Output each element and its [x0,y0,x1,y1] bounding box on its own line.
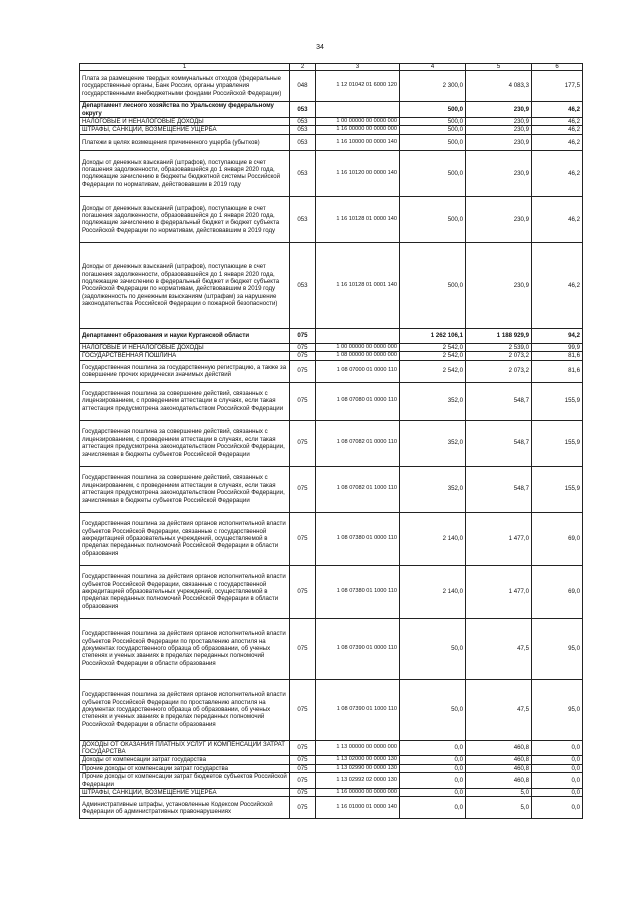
planned-amount-cell: 500,0 [400,134,466,150]
actual-amount-cell: 2 073,2 [466,352,532,360]
table-row [80,764,583,772]
budget-classification-code-cell: 1 08 07080 01 0000 110 [316,382,400,420]
execution-percent-cell: 0,0 [532,764,583,772]
budget-classification-code-cell: 1 13 02000 00 0000 130 [316,756,400,764]
budget-classification-code-cell: 1 12 01042 01 6000 120 [316,71,400,102]
execution-percent-cell: 81,6 [532,352,583,360]
budget-classification-code-cell: 1 08 07380 01 0000 110 [316,512,400,565]
table-row [80,126,583,134]
row-description-cell: НАЛОГОВЫЕ И НЕНАЛОГОВЫЕ ДОХОДЫ [80,118,290,126]
table-row [80,242,583,328]
budget-classification-code-cell: 1 08 07390 01 1000 110 [316,679,400,740]
actual-amount-cell: 230,9 [466,126,532,134]
budget-classification-code-cell: 1 00 00000 00 0000 000 [316,118,400,126]
budget-classification-code-cell: 1 08 07000 01 0000 110 [316,360,400,382]
row-description-cell: ШТРАФЫ, САНКЦИИ, ВОЗМЕЩЕНИЕ УЩЕРБА [80,126,290,134]
actual-amount-cell: 1 477,0 [466,512,532,565]
admin-code-cell: 075 [290,382,316,420]
actual-amount-cell: 230,9 [466,150,532,196]
admin-code-cell: 053 [290,102,316,118]
actual-amount-cell: 460,8 [466,764,532,772]
actual-amount-cell: 1 188 929,9 [466,328,532,343]
planned-amount-cell: 2 140,0 [400,512,466,565]
planned-amount-cell: 2 300,0 [400,71,466,102]
table-row [80,756,583,764]
execution-percent-cell: 46,2 [532,134,583,150]
table-row [80,797,583,819]
revenue-table-body [80,64,583,819]
admin-code-cell: 075 [290,618,316,679]
column-number-cell: 6 [532,64,583,71]
execution-percent-cell: 46,2 [532,102,583,118]
column-number-cell: 1 [80,64,290,71]
budget-classification-code-cell [316,102,400,118]
table-row [80,352,583,360]
execution-percent-cell: 46,2 [532,196,583,242]
table-row [80,360,583,382]
column-number-cell: 3 [316,64,400,71]
admin-code-cell: 075 [290,764,316,772]
table-row [80,134,583,150]
admin-code-cell: 053 [290,196,316,242]
planned-amount-cell: 0,0 [400,773,466,789]
actual-amount-cell: 230,9 [466,134,532,150]
row-description-cell: Государственная пошлина за государственную регистрацию, а также за совершение прочих юридически значимых действий [80,360,290,382]
actual-amount-cell: 230,9 [466,118,532,126]
execution-percent-cell: 46,2 [532,126,583,134]
planned-amount-cell: 50,0 [400,618,466,679]
execution-percent-cell: 46,2 [532,150,583,196]
planned-amount-cell: 0,0 [400,789,466,797]
admin-code-cell: 075 [290,352,316,360]
planned-amount-cell: 352,0 [400,466,466,512]
row-description-cell: Государственная пошлина за действия органов исполнительной власти субъектов Российской Федерации, связанные с государственной аккредитацией образовательных учреждений, осуществляемой в пределах переданных полномочий Российской Федерации в области образования [80,512,290,565]
planned-amount-cell: 50,0 [400,679,466,740]
budget-classification-code-cell: 1 16 10128 01 0000 140 [316,196,400,242]
row-description-cell: Доходы от денежных взысканий (штрафов), поступающие в счет погашения задолженности, образовавшейся до 1 января 2020 года, подлежащие зачислению в федеральный бюджет и бюджет субъекта Российской Федерации по нормативам, действовавшим в 2019 году (задолженность по денежным взысканиям (штрафам) за нарушение законодательства Российской Федерации о пожарной безопасности) [80,242,290,328]
planned-amount-cell: 2 140,0 [400,565,466,618]
planned-amount-cell: 2 542,0 [400,343,466,351]
admin-code-cell: 075 [290,343,316,351]
actual-amount-cell: 230,9 [466,102,532,118]
actual-amount-cell: 460,8 [466,756,532,764]
budget-classification-code-cell: 1 16 10128 01 0001 140 [316,242,400,328]
row-description-cell: ШТРАФЫ, САНКЦИИ, ВОЗМЕЩЕНИЕ УЩЕРБА [80,789,290,797]
table-row [80,196,583,242]
table-row [80,512,583,565]
budget-classification-code-cell: 1 08 07380 01 1000 110 [316,565,400,618]
admin-code-cell: 075 [290,360,316,382]
table-row [80,466,583,512]
row-description-cell: Государственная пошлина за совершение действий, связанных с лицензированием, с проведением аттестации в случаях, если такая аттестация предусмотрена законодательством Российской Федерации, зачисляемая в бюджеты субъектов Российской Федерации [80,466,290,512]
actual-amount-cell: 230,9 [466,242,532,328]
row-description-cell: Департамент образования и науки Курганской области [80,328,290,343]
budget-classification-code-cell: 1 08 07390 01 0000 110 [316,618,400,679]
budget-classification-code-cell: 1 13 02990 00 0000 130 [316,764,400,772]
budget-classification-code-cell [316,328,400,343]
execution-percent-cell: 95,0 [532,618,583,679]
row-description-cell: ГОСУДАРСТВЕННАЯ ПОШЛИНА [80,352,290,360]
execution-percent-cell: 0,0 [532,797,583,819]
actual-amount-cell: 47,5 [466,618,532,679]
admin-code-cell: 053 [290,118,316,126]
row-description-cell: Плата за размещение твердых коммунальных отходов (федеральные государственные органы, Банк России, органы управления государственными внебюджетными фондами Российской Федерации) [80,71,290,102]
planned-amount-cell: 2 542,0 [400,360,466,382]
planned-amount-cell: 500,0 [400,118,466,126]
admin-code-cell: 053 [290,150,316,196]
budget-classification-code-cell: 1 08 00000 00 0000 000 [316,352,400,360]
planned-amount-cell: 500,0 [400,126,466,134]
table-row [80,789,583,797]
table-row [80,71,583,102]
table-row [80,150,583,196]
actual-amount-cell: 460,8 [466,740,532,756]
planned-amount-cell: 500,0 [400,196,466,242]
column-number-cell: 4 [400,64,466,71]
admin-code-cell: 075 [290,679,316,740]
planned-amount-cell: 0,0 [400,797,466,819]
actual-amount-cell: 2 073,2 [466,360,532,382]
table-row [80,773,583,789]
actual-amount-cell: 230,9 [466,196,532,242]
page-number: 34 [316,44,324,51]
execution-percent-cell: 99,9 [532,343,583,351]
row-description-cell: Государственная пошлина за действия органов исполнительной власти субъектов Российской Федерации по проставлению апостиля на документах государственного образца об образовании, об ученых степенях и ученых званиях в пределах переданных полномочий Российской Федерации в области образования [80,679,290,740]
admin-code-cell: 075 [290,756,316,764]
execution-percent-cell: 69,0 [532,565,583,618]
budget-classification-code-cell: 1 16 00000 00 0000 000 [316,126,400,134]
row-description-cell: Прочие доходы от компенсации затрат бюджетов субъектов Российской Федерации [80,773,290,789]
actual-amount-cell: 548,7 [466,466,532,512]
planned-amount-cell: 500,0 [400,242,466,328]
table-row [80,102,583,118]
actual-amount-cell: 1 477,0 [466,565,532,618]
table-row [80,618,583,679]
planned-amount-cell: 1 262 106,1 [400,328,466,343]
actual-amount-cell: 548,7 [466,382,532,420]
execution-percent-cell: 155,9 [532,466,583,512]
execution-percent-cell: 0,0 [532,789,583,797]
budget-classification-code-cell: 1 00 00000 00 0000 000 [316,343,400,351]
execution-percent-cell: 0,0 [532,756,583,764]
actual-amount-cell: 460,8 [466,773,532,789]
row-description-cell: Государственная пошлина за действия органов исполнительной власти субъектов Российской Федерации по проставлению апостиля на документах государственного образца об образовании, об ученых степенях и ученых званиях в пределах переданных полномочий Российской Федерации в области образования [80,618,290,679]
execution-percent-cell: 155,9 [532,382,583,420]
row-description-cell: Платежи в целях возмещения причиненного ущерба (убытков) [80,134,290,150]
admin-code-cell: 075 [290,797,316,819]
admin-code-cell: 075 [290,789,316,797]
column-number-cell: 2 [290,64,316,71]
column-number-row [80,64,583,71]
row-description-cell: Департамент лесного хозяйства по Уральскому федеральному округу [80,102,290,118]
row-description-cell: Прочие доходы от компенсации затрат государства [80,764,290,772]
row-description-cell: Государственная пошлина за совершение действий, связанных с лицензированием, с проведением аттестации в случаях, если такая аттестация предусмотрена законодательством Российской Федерации, зачисляемая в бюджеты субъектов Российской Федерации [80,420,290,466]
execution-percent-cell: 155,9 [532,420,583,466]
admin-code-cell: 075 [290,466,316,512]
row-description-cell: Государственная пошлина за совершение действий, связанных с лицензированием, с проведением аттестации в случаях, если такая аттестация предусмотрена законодательством Российской Федерации [80,382,290,420]
planned-amount-cell: 0,0 [400,756,466,764]
revenue-table [79,63,583,819]
admin-code-cell: 053 [290,126,316,134]
budget-classification-code-cell: 1 16 00000 00 0000 000 [316,789,400,797]
admin-code-cell: 048 [290,71,316,102]
admin-code-cell: 075 [290,512,316,565]
column-number-cell: 5 [466,64,532,71]
execution-percent-cell: 177,5 [532,71,583,102]
table-row [80,382,583,420]
actual-amount-cell: 4 083,3 [466,71,532,102]
table-row [80,679,583,740]
execution-percent-cell: 46,2 [532,118,583,126]
execution-percent-cell: 95,0 [532,679,583,740]
budget-classification-code-cell: 1 16 01000 01 0000 140 [316,797,400,819]
actual-amount-cell: 2 539,0 [466,343,532,351]
planned-amount-cell: 500,0 [400,102,466,118]
budget-classification-code-cell: 1 16 10120 00 0000 140 [316,150,400,196]
budget-classification-code-cell: 1 08 07082 01 0000 110 [316,420,400,466]
admin-code-cell: 075 [290,565,316,618]
actual-amount-cell: 548,7 [466,420,532,466]
table-row [80,740,583,756]
table-row [80,343,583,351]
budget-classification-code-cell: 1 08 07082 01 1000 110 [316,466,400,512]
actual-amount-cell: 5,0 [466,789,532,797]
actual-amount-cell: 5,0 [466,797,532,819]
execution-percent-cell: 69,0 [532,512,583,565]
table-row [80,565,583,618]
table-row [80,420,583,466]
planned-amount-cell: 0,0 [400,740,466,756]
planned-amount-cell: 0,0 [400,764,466,772]
execution-percent-cell: 0,0 [532,773,583,789]
table-row [80,118,583,126]
admin-code-cell: 053 [290,134,316,150]
execution-percent-cell: 46,2 [532,242,583,328]
budget-classification-code-cell: 1 13 02992 02 0000 130 [316,773,400,789]
actual-amount-cell: 47,5 [466,679,532,740]
row-description-cell: ДОХОДЫ ОТ ОКАЗАНИЯ ПЛАТНЫХ УСЛУГ И КОМПЕНСАЦИИ ЗАТРАТ ГОСУДАРСТВА [80,740,290,756]
budget-classification-code-cell: 1 13 00000 00 0000 000 [316,740,400,756]
execution-percent-cell: 94,2 [532,328,583,343]
row-description-cell: Административные штрафы, установленные Кодексом Российской Федерации об административных правонарушениях [80,797,290,819]
row-description-cell: Доходы от денежных взысканий (штрафов), поступающие в счет погашения задолженности, образовавшейся до 1 января 2020 года, подлежащие зачислению в бюджеты бюджетной системы Российской Федерации по нормативам, действовавшим в 2019 году [80,150,290,196]
admin-code-cell: 075 [290,773,316,789]
admin-code-cell: 075 [290,328,316,343]
row-description-cell: Государственная пошлина за действия органов исполнительной власти субъектов Российской Федерации, связанные с государственной аккредитацией образовательных учреждений, осуществляемой в пределах переданных полномочий Российской Федерации в области образования [80,565,290,618]
admin-code-cell: 075 [290,740,316,756]
row-description-cell: НАЛОГОВЫЕ И НЕНАЛОГОВЫЕ ДОХОДЫ [80,343,290,351]
row-description-cell: Доходы от компенсации затрат государства [80,756,290,764]
planned-amount-cell: 352,0 [400,420,466,466]
execution-percent-cell: 0,0 [532,740,583,756]
budget-classification-code-cell: 1 16 10000 00 0000 140 [316,134,400,150]
execution-percent-cell: 81,6 [532,360,583,382]
planned-amount-cell: 500,0 [400,150,466,196]
planned-amount-cell: 352,0 [400,382,466,420]
planned-amount-cell: 2 542,0 [400,352,466,360]
admin-code-cell: 053 [290,242,316,328]
admin-code-cell: 075 [290,420,316,466]
table-row [80,328,583,343]
row-description-cell: Доходы от денежных взысканий (штрафов), поступающие в счет погашения задолженности, образовавшейся до 1 января 2020 года, подлежащие зачислению в федеральный бюджет и бюджет субъекта Российской Федерации по нормативам, действовавшим в 2019 году [80,196,290,242]
